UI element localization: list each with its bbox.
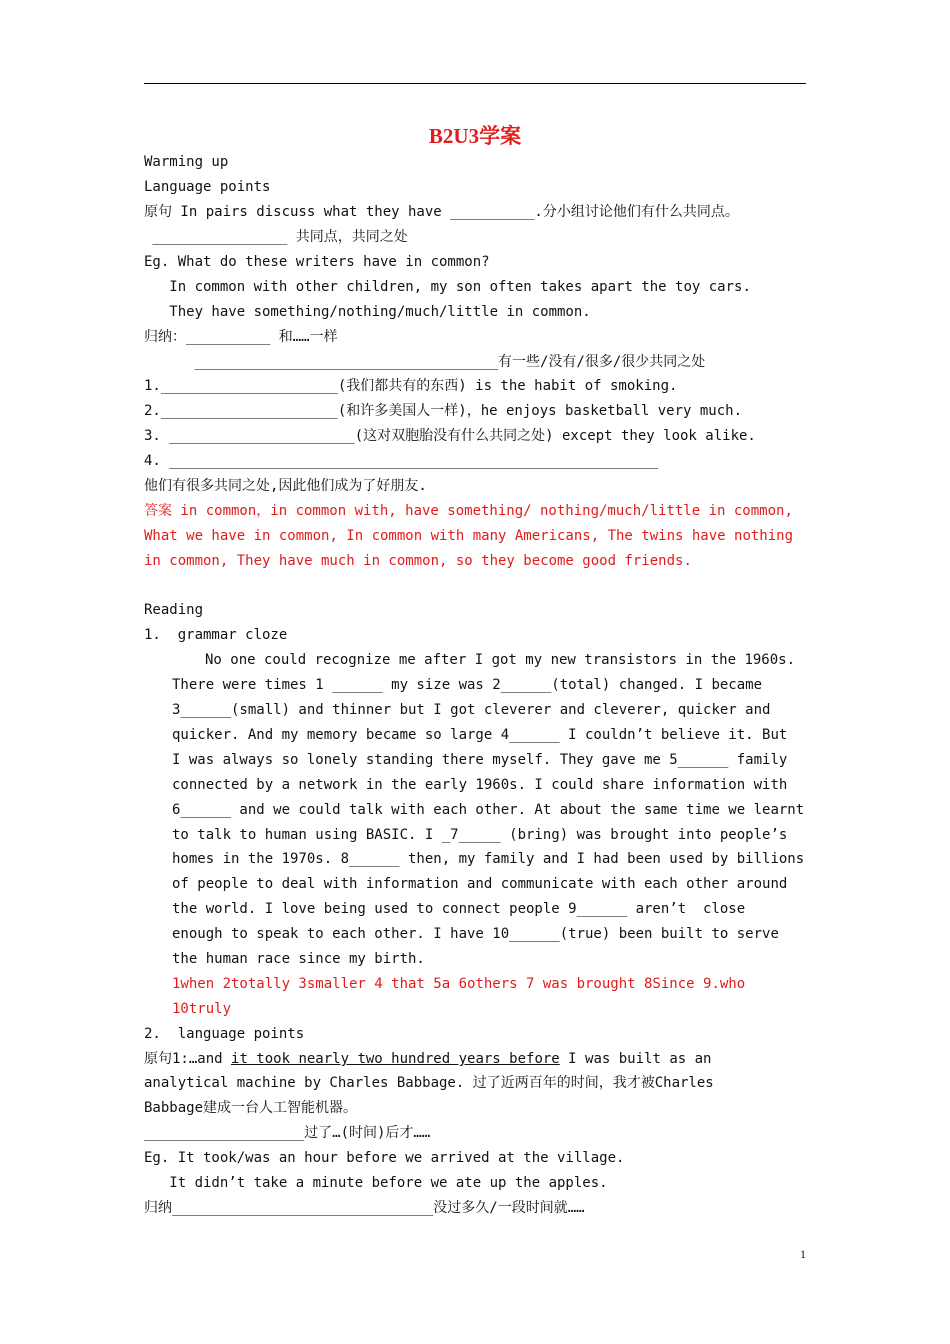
summary-1: 归纳：__________ 和……一样 bbox=[144, 329, 338, 345]
cloze-line-12: enough to speak to each other. I have 10______(true) been built to serve bbox=[172, 926, 779, 942]
answer-line-1: 答案 in common，in common with, have something/ nothing/much/little in common, bbox=[144, 503, 793, 519]
blank-in-common: ________________ 共同点，共同之处 bbox=[144, 229, 408, 245]
original-sentence-2-line-2: analytical machine by Charles Babbage. 过了近两百年的时间，我才被Charles bbox=[144, 1075, 714, 1091]
cloze-line-2: There were times 1 ______ my size was 2______(total) changed. I became bbox=[172, 677, 763, 693]
cloze-line-6: connected by a network in the early 1960s. I could share information with bbox=[172, 777, 788, 793]
answer-line-3: in common, They have much in common, so they become good friends. bbox=[144, 553, 692, 569]
page-number: 1 bbox=[800, 1247, 806, 1261]
underlined-phrase: it took nearly two hundred years before bbox=[231, 1051, 560, 1067]
document-title: B2U3学案 bbox=[428, 124, 522, 148]
cloze-line-13: the human race since my birth. bbox=[172, 951, 425, 967]
example-4: Eg. It took/was an hour before we arrived at the village. bbox=[144, 1150, 625, 1166]
phrase-blank: ___________________过了…(时间)后才…… bbox=[144, 1125, 431, 1141]
example-3: They have something/nothing/much/little in common. bbox=[144, 304, 591, 320]
section-language-points: Language points bbox=[144, 179, 271, 195]
cloze-key-2: 10truly bbox=[172, 1001, 232, 1017]
example-5: It didn’t take a minute before we ate up the apples. bbox=[144, 1175, 608, 1191]
section-warming-up: Warming up bbox=[144, 154, 229, 170]
cloze-line-10: of people to deal with information and communicate with each other around bbox=[172, 876, 788, 892]
original-sentence-2-prefix: 原句1:…and bbox=[144, 1051, 232, 1067]
original-sentence-2-line-3: Babbage建成一台人工智能机器。 bbox=[144, 1100, 358, 1116]
reading-task-2: 2. language points bbox=[144, 1026, 305, 1042]
exercise-3: 3. ______________________(这对双胞胎没有什么共同之处) except they look alike. bbox=[144, 428, 756, 444]
cloze-key-1: 1when 2totally 3smaller 4 that 5a 6others 7 was brought 8Since 9.who bbox=[172, 976, 746, 992]
cloze-line-5: I was always so lonely standing there myself. They gave me 5______ family bbox=[172, 752, 788, 768]
cloze-line-9: homes in the 1970s. 8______ then, my family and I had been used by billions bbox=[172, 851, 805, 867]
exercise-1: 1._____________________(我们都共有的东西) is the habit of smoking. bbox=[144, 378, 678, 394]
cloze-line-3: 3______(small) and thinner but I got cleverer and cleverer, quicker and bbox=[172, 702, 771, 718]
section-reading: Reading bbox=[144, 602, 204, 618]
original-sentence-2 bbox=[144, 1048, 711, 1070]
header-rule bbox=[144, 83, 806, 84]
cloze-line-4: quicker. And my memory became so large 4______ I couldn’t believe it. But bbox=[172, 727, 788, 743]
summary-2: ____________________________________有一些/没有/很多/很少共同之处 bbox=[144, 354, 706, 370]
exercise-4-chinese: 他们有很多共同之处,因此他们成为了好朋友. bbox=[144, 478, 427, 494]
example-1: Eg. What do these writers have in common? bbox=[144, 254, 490, 270]
cloze-line-8: to talk to human using BASIC. I _7_____ (bring) was brought into people’s bbox=[172, 827, 788, 843]
reading-task-1: 1. grammar cloze bbox=[144, 627, 288, 643]
original-sentence-2-suffix: I was built as an bbox=[559, 1051, 712, 1067]
original-sentence-1: 原句 In pairs discuss what they have __________.分小组讨论他们有什么共同点。 bbox=[144, 204, 739, 220]
cloze-line-1: No one could recognize me after I got my new transistors in the 1960s. bbox=[205, 652, 796, 668]
example-2: In common with other children, my son often takes apart the toy cars. bbox=[144, 279, 751, 295]
exercise-2: 2._____________________(和许多美国人一样)，he enjoys basketball very much. bbox=[144, 403, 743, 419]
cloze-line-7: 6______ and we could talk with each other. At about the same time we learnt bbox=[172, 802, 805, 818]
cloze-line-11: the world. I love being used to connect people 9______ aren’t close bbox=[172, 901, 746, 917]
summary-3: 归纳_______________________________没过多久/一段时间就…… bbox=[144, 1200, 585, 1216]
exercise-4: 4. __________________________________________________________ bbox=[144, 453, 659, 469]
answer-line-2: What we have in common, In common with many Americans, The twins have nothing bbox=[144, 528, 794, 544]
